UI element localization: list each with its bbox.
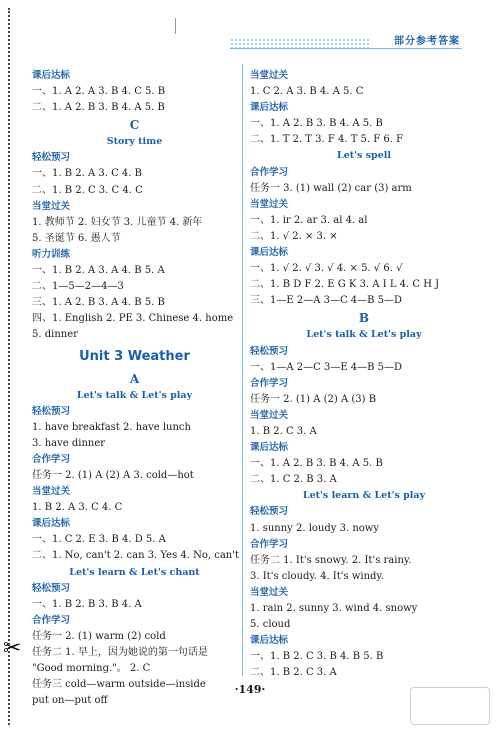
column-divider — [242, 64, 243, 676]
answer-line: 5. cloud — [250, 619, 291, 631]
answer-line: 二、1. √ 2. × 3. × — [250, 230, 338, 242]
answer-line: 5. dinner — [32, 329, 78, 341]
answer-heading: 课后达标 — [32, 518, 71, 530]
answer-heading: 合作学习 — [250, 166, 289, 178]
answer-line: 任务二 1. 早上，因为她说的第一句话是 — [32, 647, 208, 658]
answer-line: 3. have dinner — [32, 437, 106, 449]
answer-section: Let's talk & Let's play — [306, 329, 422, 341]
answer-line: 任务一 2. (1) A (2) A 3. cold—hot — [32, 469, 194, 481]
answer-heading: 合作学习 — [32, 453, 71, 465]
answer-section: Let's learn & Let's chant — [69, 566, 200, 578]
answer-line: 1. C 2. A 3. B 4. A 5. C — [250, 86, 364, 98]
answer-line: "Good morning."。 2. C — [32, 663, 151, 675]
page-number: ·149· — [234, 683, 266, 696]
answer-section: Let's spell — [337, 150, 391, 162]
answer-big: A — [129, 371, 140, 386]
answer-line: 1. B 2. C 3. A — [250, 425, 317, 437]
answer-line: 任务一 2. (1) A (2) A (3) B — [250, 393, 377, 405]
answer-line: 二、1. T 2. T 3. F 4. T 5. F 6. F — [250, 134, 404, 146]
answer-heading: 课后达标 — [250, 102, 289, 114]
answer-heading: 当堂过关 — [250, 409, 289, 421]
answer-heading: 听力训练 — [32, 248, 71, 260]
answer-line: 一、1. ir 2. ar 3. al 4. al — [250, 214, 368, 226]
answer-line: 二、1. B 2. C 3. C 4. C — [32, 184, 143, 196]
answer-line: 1. sunny 2. loudy 3. nowy — [250, 522, 379, 534]
scissors-icon: ✂ — [3, 636, 22, 661]
answer-heading: 合作学习 — [32, 614, 71, 626]
answer-line: 任务三 cold—warm outside—inside — [32, 679, 206, 691]
answer-line: 二、1. No, can't 2. can 3. Yes 4. No, can't — [32, 550, 239, 562]
answer-line: 5. 圣诞节 6. 愚人节 — [32, 232, 121, 244]
answer-line: 二、1. C 2. B 3. A — [250, 474, 337, 486]
answer-heading: 课后达标 — [250, 247, 289, 259]
answer-line: 二、1—5—2—4—3 — [32, 281, 124, 293]
answer-line: 四、1. English 2. PE 3. Chinese 4. home — [32, 313, 234, 325]
answer-line: 一、1. A 2. B 3. B 4. A 5. B — [250, 458, 383, 470]
answer-line: 1. have breakfast 2. have lunch — [32, 421, 191, 433]
left-column — [32, 68, 237, 709]
header-dot-pattern — [230, 38, 370, 48]
answer-big: C — [129, 118, 140, 133]
answer-heading: 轻松预习 — [250, 345, 289, 357]
answer-heading: 轻松预习 — [32, 582, 71, 594]
answer-line: put on—put off — [32, 695, 108, 707]
answer-heading: 合作学习 — [250, 538, 289, 550]
answer-line: 任务二 1. It's snowy. 2. It's rainy. — [250, 554, 412, 566]
answer-big: B — [358, 311, 370, 326]
answer-heading: 当堂过关 — [32, 486, 71, 498]
answer-heading: 当堂过关 — [32, 200, 71, 212]
answer-line: 一、1. B 2. A 3. A 4. B 5. A — [32, 265, 165, 277]
right-column — [250, 68, 478, 681]
answer-line: 1. 教师节 2. 妇女节 3. 儿童节 4. 新年 — [32, 216, 203, 228]
answer-line: 一、1. A 2. A 3. B 4. C 5. B — [32, 86, 166, 98]
answer-line: 二、1. B D F 2. E G K 3. A I L 4. C H J — [250, 279, 440, 291]
answer-heading: 当堂过关 — [250, 198, 289, 210]
answer-section: Let's talk & Let's play — [76, 389, 193, 401]
answer-heading: 轻松预习 — [32, 405, 71, 417]
header-rule — [230, 48, 462, 49]
answer-line: 一、1. C 2. E 3. B 4. D 5. A — [32, 534, 166, 546]
answer-line: 任务一 2. (1) warm (2) cold — [32, 630, 166, 642]
answer-line: 1. B 2. A 3. C 4. C — [32, 502, 123, 514]
answer-section: Let's learn & Let's play — [302, 490, 426, 502]
answer-section: Story time — [106, 136, 163, 148]
answer-heading: 课后达标 — [250, 635, 289, 647]
answer-line: 1. rain 2. sunny 3. wind 4. snowy — [250, 603, 418, 614]
answer-line: 一、1. B 2. B 3. B 4. A — [32, 598, 142, 610]
answer-heading: 课后达标 — [250, 442, 289, 454]
answer-line: 三、1. A 2. B 3. A 4. B 5. B — [32, 297, 165, 309]
answer-line: 3. It's cloudy. 4. It's windy. — [250, 570, 384, 582]
answer-line: 一、1—A 2—C 3—E 4—B 5—D — [250, 361, 403, 373]
answer-line: 任务一 3. (1) wall (2) car (3) arm — [250, 182, 412, 194]
answer-heading: 轻松预习 — [250, 506, 289, 518]
answer-heading: 轻松预习 — [32, 152, 71, 164]
answer-line: 一、1. √ 2. √ 3. √ 4. × 5. √ 6. √ — [250, 263, 403, 275]
answer-line: 一、1. A 2. B 3. B 4. A 5. B — [250, 118, 383, 130]
answer-unit: Unit 3 Weather — [79, 348, 190, 364]
answer-line: 一、1. B 2. A 3. C 4. B — [32, 168, 142, 180]
answer-heading: 课后达标 — [32, 70, 71, 81]
answer-heading: 当堂过关 — [250, 586, 289, 598]
answer-heading: 当堂过关 — [250, 70, 289, 81]
answer-line: 一、1. B 2. C 3. B 4. B 5. B — [250, 651, 384, 663]
crop-mark — [175, 18, 176, 34]
answer-line: 二、1. B 2. C 3. A — [250, 667, 337, 679]
answer-heading: 合作学习 — [250, 377, 289, 389]
answer-line: 二、1. A 2. B 3. B 4. A 5. B — [32, 102, 165, 114]
answer-line: 三、1—E 2—A 3—C 4—B 5—D — [250, 295, 403, 307]
binding-cut-line — [8, 8, 10, 725]
page-header-title: 部分参考答案 — [394, 36, 460, 47]
watermark-logo — [410, 687, 490, 725]
